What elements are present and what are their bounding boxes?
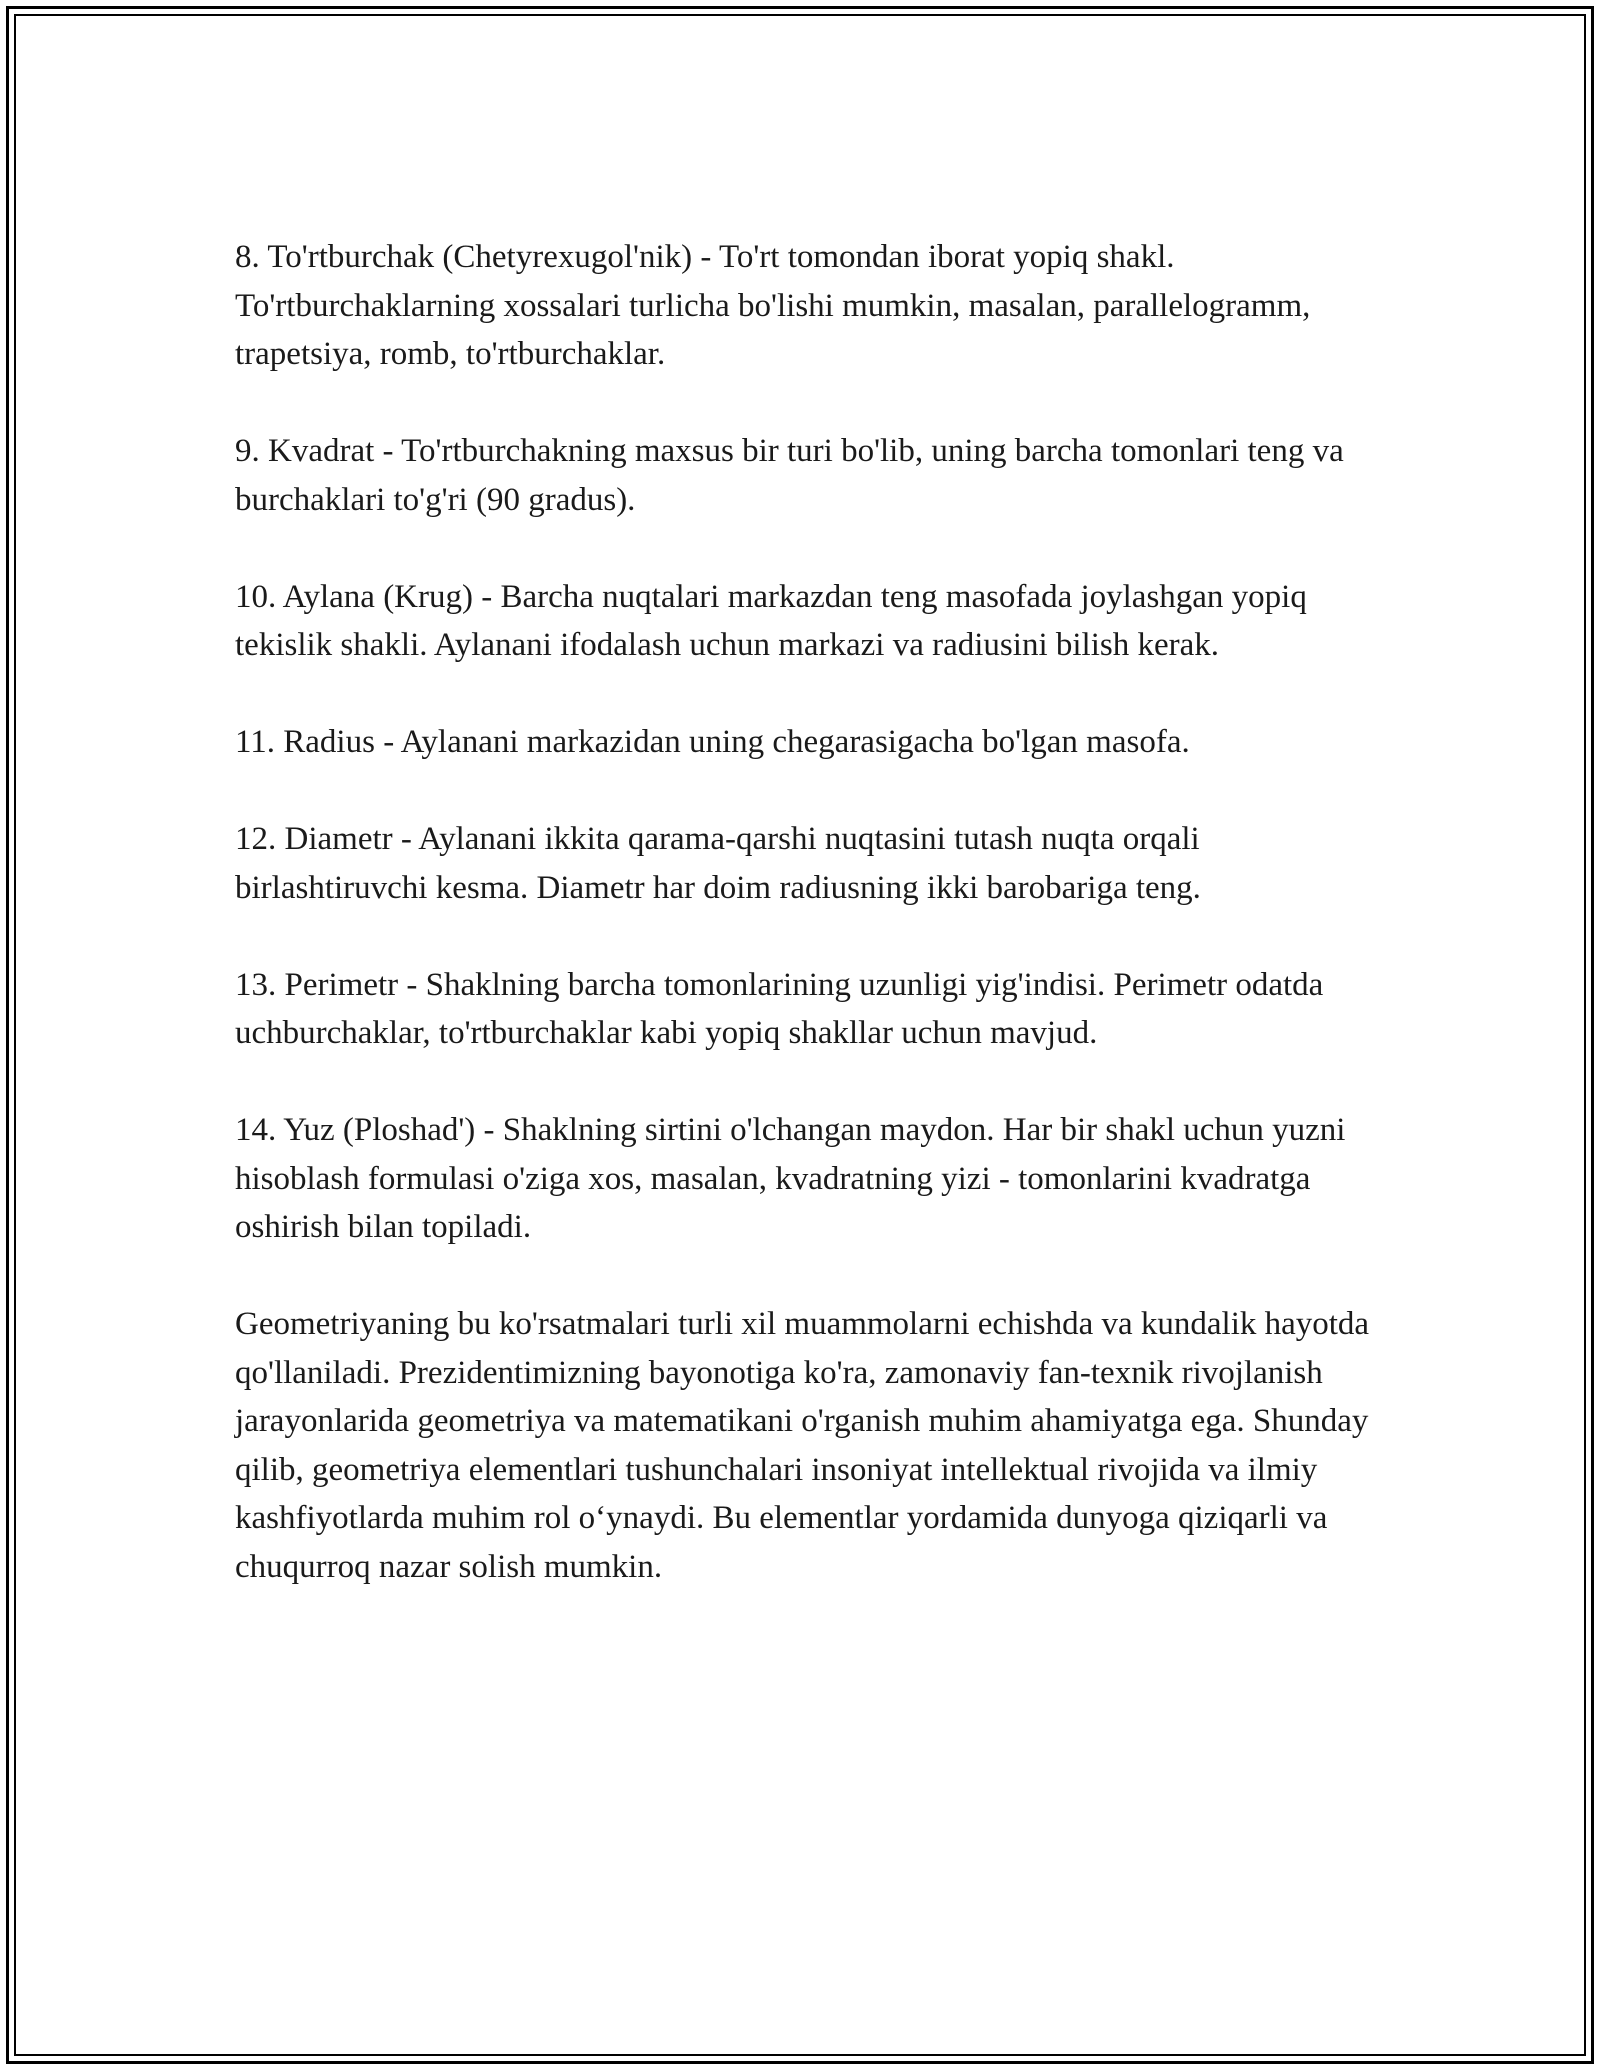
paragraph-circle: 10. Aylana (Krug) - Barcha nuqtalari markazdan teng masofada joylashgan yopiq tekislik shakli. Aylanani ifodalash uchun markazi va radiusini bilish kerak.: [235, 578, 1307, 663]
paragraph-square: 9. Kvadrat - To'rtburchakning maxsus bir turi bo'lib, uning barcha tomonlari teng va burchaklari to'g'ri (90 gradus).: [235, 433, 1344, 518]
document-body: [235, 233, 1385, 1591]
paragraph-diameter: 12. Diametr - Aylanani ikkita qarama-qarshi nuqtasini tutash nuqta orqali birlashtiruvchi kesma. Diametr har doim radiusning ikki barobariga teng.: [235, 821, 1201, 906]
paragraph-area: 14. Yuz (Ploshad') - Shaklning sirtini o'lchangan maydon. Har bir shakl uchun yuzni hisoblash formulasi o'ziga xos, masalan, kvadratning yizi - tomonlarini kvadratga oshirish bilan topiladi.: [235, 1112, 1346, 1245]
paragraph-quadrilateral: 8. To'rtburchak (Chetyrexugol'nik) - To'rt tomondan iborat yopiq shakl. To'rtburchaklarning xossalari turlicha bo'lishi mumkin, masalan, parallelogramm, trapetsiya, romb, to'rtburchaklar.: [235, 239, 1311, 372]
paragraph-radius: 11. Radius - Aylanani markazidan uning chegarasigacha bo'lgan masofa.: [235, 724, 1190, 760]
paragraph-perimeter: 13. Perimetr - Shaklning barcha tomonlarining uzunligi yig'indisi. Perimetr odatda uchburchaklar, to'rtburchaklar kabi yopiq shakllar uchun mavjud.: [235, 966, 1324, 1051]
paragraph-conclusion: Geometriyaning bu ko'rsatmalari turli xil muammolarni echishda va kundalik hayotda qo'llaniladi. Prezidentimizning bayonotiga ko'ra, zamonaviy fan-texnik rivojlanish jarayonlarida geometriya va matematikani o'rganish muhim ahamiyatga ega. Shunday qilib, geometriya elementlari tushunchalari insoniyat intellektual rivojida va ilmiy kashfiyotlarda muhim rol oʻynaydi. Bu elementlar yordamida dunyoga qiziqarli va chuqurroq nazar solish mumkin.: [235, 1306, 1370, 1585]
